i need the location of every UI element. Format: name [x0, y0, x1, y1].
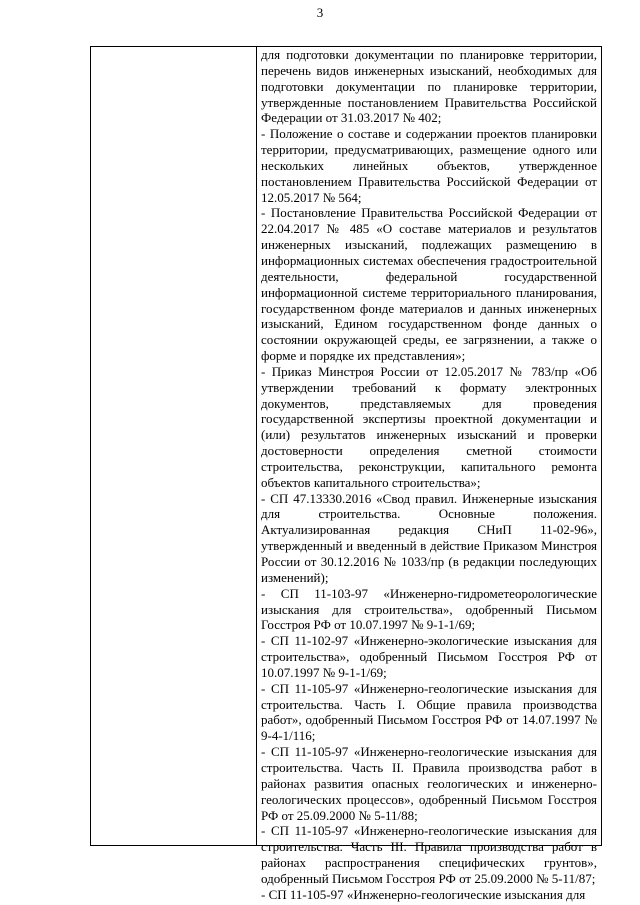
paragraph-sp-11-105-part2: - СП 11-105-97 «Инженерно-геологические изыскания для строительства. Часть II. Правила производства работ в районах развития опасных геологических и инженерно-геологических процессов», одобренный Письмом Госстроя РФ от 25.09.2000 № 5-11/88; — [261, 744, 597, 823]
table-left-column — [91, 47, 257, 845]
paragraph-sp-11-105-cont: - СП 11-105-97 «Инженерно-геологические изыскания для — [261, 886, 586, 902]
paragraph-sp-11-105-part1: - СП 11-105-97 «Инженерно-геологические изыскания для строительства. Часть I. Общие правила производства работ», одобренный Письмом Госстроя РФ от 14.07.1997 № 9-4-1/116; — [261, 680, 597, 744]
paragraph-sp-11-103: - СП 11-103-97 «Инженерно-гидрометеорологические изыскания для строительства», одобренный Письмом Госстроя РФ от 10.07.1997 № 9-1-1/69; — [261, 585, 597, 633]
paragraph-regulation-564: - Положение о составе и содержании проектов планировки территории, предусматривающих, размещение одного или нескольких линейных объектов, утвержденное постановлением Правительства Российской Федерации от 12.05.2017 № 564; — [261, 126, 597, 205]
table-right-column — [257, 47, 601, 902]
paragraph-order-783: - Приказ Минстроя России от 12.05.2017 № 783/пр «Об утверждении требований к формату электронных документов, представляемых для проведения государственной экспертизы проектной документации и (или) результатов инженерных изысканий и проверки достоверности определения сметной стоимости строительства, реконструкции, капитального ремонта объектов капитального строительства»; — [261, 363, 597, 490]
paragraph-sp-11-102: - СП 11-102-97 «Инженерно-экологические изыскания для строительства», одобренный Письмом Госстроя РФ от 10.07.1997 № 9-1-1/69; — [261, 633, 597, 680]
paragraph-sp-47: - СП 47.13330.2016 «Свод правил. Инженерные изыскания для строительства. Основные положения. Актуализированная редакция СНиП 11-02-96», утвержденный и введенный в действие Приказом Минстроя России от 30.12.2016 № 1033/пр (в редакции последующих изменений); — [261, 490, 597, 585]
document-table — [90, 46, 602, 902]
paragraph-sp-11-105-part3: - СП 11-105-97 «Инженерно-геологические изыскания для строительства. Часть III. Правила производства работ в районах распространения специфических грунтов», одобренный Письмом Госстроя РФ от 25.09.2000 № 5-11/87; — [261, 823, 597, 886]
paragraph-ppt-docs: для подготовки документации по планировке территории, перечень видов инженерных изысканий, необходимых для подготовки документации по планировке территории, утвержденные постановлением Правительства Российской Федерации от 31.03.2017 № 402; — [261, 47, 597, 126]
page-number: 3 — [316, 5, 324, 20]
paragraph-resolution-485: - Постановление Правительства Российской Федерации от 22.04.2017 № 485 «О составе материалов и результатов инженерных изысканий, подлежащих размещению в информационных системах обеспечения градостроительной деятельности, федеральной государственной информационной системе территориального планирования, государственном фонде материалов и данных инженерных изысканий, Едином государственном фонде данных о состоянии окружающей среды, ее загрязнении, а также о форме и порядке их представления»; — [261, 205, 597, 364]
